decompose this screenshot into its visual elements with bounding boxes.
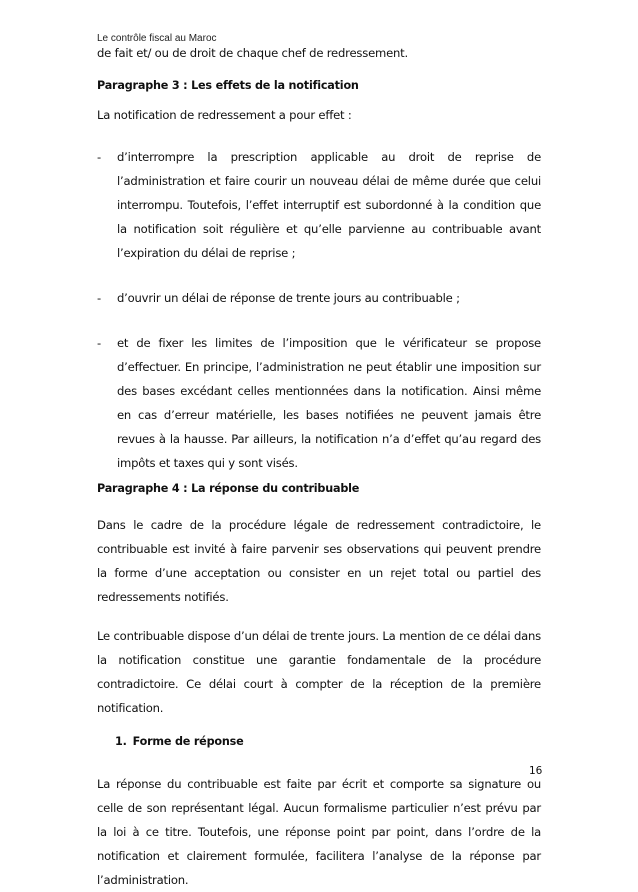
bullet-item (97, 145, 541, 265)
running-header: Le contrôle fiscal au Maroc (97, 33, 217, 44)
bullet-item (97, 331, 541, 475)
bullet-dash: - (97, 291, 101, 305)
section-1-heading (97, 735, 541, 749)
paragraphe-4-text-2: Le contribuable dispose d’un délai de trente jours. La mention de ce délai dans la notification constitue une garantie fondamentale de la procédure contradictoire. Ce délai court à compter de la réception de la première notification. (97, 629, 541, 715)
page-body (97, 47, 541, 892)
continuation-text: de fait et/ ou de droit de chaque chef de redressement. (97, 46, 409, 60)
page-number: 16 (529, 765, 543, 777)
section-1-number: 1. (115, 735, 127, 748)
paragraphe-4-heading: Paragraphe 4 : La réponse du contribuable (97, 482, 360, 495)
section-1-title: Forme de réponse (132, 735, 244, 748)
bullet-dash: - (97, 150, 101, 164)
paragraphe-3-intro: La notification de redressement a pour effet : (97, 108, 352, 122)
bullet-text: d’ouvrir un délai de réponse de trente jours au contribuable ; (117, 291, 460, 305)
bullet-item (97, 286, 541, 310)
paragraphe-3-heading: Paragraphe 3 : Les effets de la notification (97, 79, 359, 92)
section-1-text: La réponse du contribuable est faite par écrit et comporte sa signature ou celle de son représentant légal. Aucun formalisme particulier n’est prévu par la loi à ce titre. Toutefois, une réponse point par point, dans l’ordre de la notification et clairement formulée, facilitera l’analyse de la réponse par l’administration. (97, 777, 541, 887)
bullet-text: et de fixer les limites de l’imposition que le vérificateur se propose d’effectuer. En principe, l’administration ne peut établir une imposition sur des bases excédant celles mentionnées dans la notification. Ainsi même en cas d’erreur matérielle, les bases notifiées ne peuvent jamais être revues à la hausse. Par ailleurs, la notification n’a d’effet qu’au regard des impôts et taxes qui y sont visés. (117, 336, 541, 470)
bullet-dash: - (97, 336, 101, 350)
paragraphe-4-text-1: Dans le cadre de la procédure légale de redressement contradictoire, le contribuable est invité à faire parvenir ses observations qui peuvent prendre la forme d’une acceptation ou consister en un rejet total ou partiel des redressements notifiés. (97, 518, 541, 604)
bullet-text: d’interrompre la prescription applicable au droit de reprise de l’administration et faire courir un nouveau délai de même durée que celui interrompu. Toutefois, l’effet interruptif est subordonné à la condition que la notification soit régulière et qu’elle parvienne au contribuable avant l’expiration du délai de reprise ; (117, 150, 541, 260)
